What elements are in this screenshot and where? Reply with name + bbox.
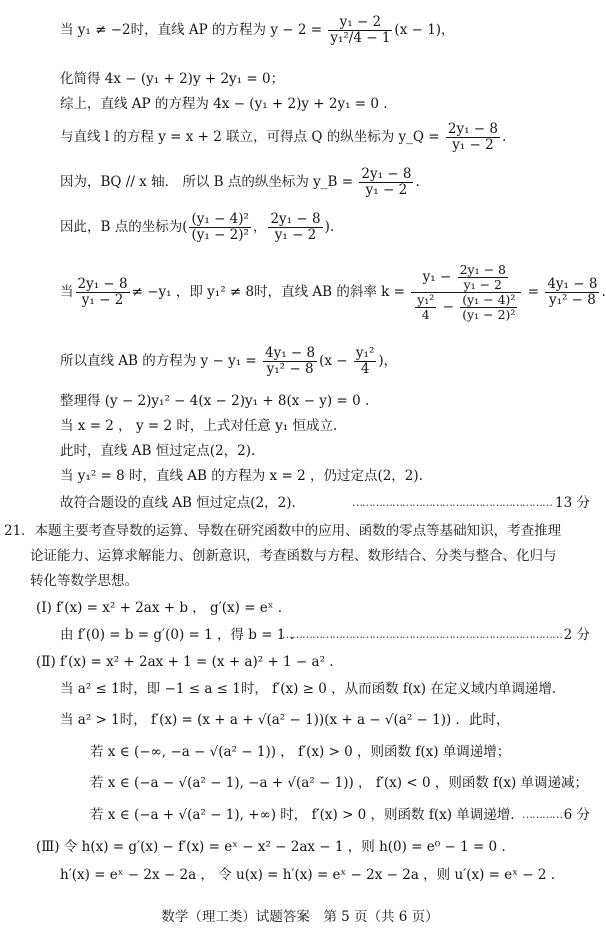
line-8 [60,343,397,379]
denominator: y₁ − 2 [365,182,408,198]
line-21: 当 a² > 1时， f′(x) = (x + a + √(a² − 1))(x + a − √(a² − 1)) ．此时， [60,712,510,728]
fraction [415,293,436,322]
denominator: y₁ − 2 [452,137,494,153]
line-26: h′(x) = eˣ − 2x − 2a ， 令 u(x) = h′(x) = eˣ − 2x − 2a ，则 u′(x) = eˣ − 2 . [60,867,556,883]
denominator: (y₁ − 2)² [462,307,516,322]
text: ). [324,219,335,235]
numerator: y₁² [417,292,435,307]
line-10: 当 x = 2 ， y = 2 时，上式对任意 y₁ 恒成立. [60,418,338,434]
text: 当 y₁ ≠ −2时，直线 AP 的方程为 y − 2 = [60,22,327,38]
line-6 [60,210,334,244]
fraction [76,277,130,308]
leader-dots: ………… [522,808,562,821]
numerator: 2y₁ − 8 [361,166,412,182]
text: )， [378,353,398,369]
line-22: 若 x ∈ (−∞, −a − √(a² − 1)) ， f′(x) > 0 ，则函数 f(x) 单调递增； [90,744,511,760]
denominator: y₁ − 2 [81,292,124,308]
numerator: (y₁ − 4)² [191,211,249,227]
numerator: (y₁ − 4)² [462,292,516,307]
numerator: 2y₁ − 8 [447,121,499,137]
numerator: 4y₁ − 8 [547,276,598,292]
line-12: 当 y₁² = 8 时，直线 AB 的方程为 x = 2 ，仍过定点(2，2). [60,468,423,484]
leader-dots: …………………………………………………… [352,496,552,509]
text: 故符合题设的直线 AB 恒过定点(2，2). [60,495,296,511]
denominator: y₁²/4 − 1 [330,30,391,46]
line-4 [60,120,506,154]
line-18 [60,626,590,644]
fraction [354,346,376,377]
compound-fraction [411,263,521,322]
text: 因为，BQ // x 轴． 所以 B 点的纵坐标为 y_B = [60,174,358,190]
line-25: (Ⅲ) 令 h(x) = g′(x) − f′(x) = eˣ − x² − 2ax − 1 ，则 h(0) = e⁰ − 1 = 0 . [36,839,506,855]
numerator: 2y₁ − 8 [270,211,321,227]
line-3: 综上，直线 AP 的方程为 4x − (y₁ + 2)y + 2y₁ = 0 . [60,96,388,112]
page-footer: 数学（理工类）试题答案 第 5 页（共 6 页） [161,909,439,925]
line-24 [90,806,590,824]
text: . [502,129,507,145]
fraction [328,15,392,46]
text: ≠ −y₁ ，即 y₁² ≠ 8时，直线 AB 的斜率 k = [131,284,410,300]
compound-denominator [411,293,521,322]
score: 6 分 [563,807,590,823]
compound-numerator [411,263,521,293]
line-19: (Ⅱ) f′(x) = x² + 2ax + 1 = (x + a)² + 1 − a² . [36,654,334,670]
text: 与直线 l 的方程 y = x + 2 联立，可得点 Q 的纵坐标为 y_Q = [60,129,444,145]
numerator: 4y₁ − 8 [265,345,316,361]
numerator: 2y₁ − 8 [459,262,506,277]
line-9: 整理得 (y − 2)y₁² − 4(x − 2)y₁ + 8(x − y) = 0 . [60,393,370,409]
numerator: y₁² [355,345,375,361]
fraction [460,293,517,322]
line-23: 若 x ∈ (−a − √(a² − 1), −a + √(a² − 1)) ， f′(x) < 0 ，则函数 f(x) 单调递减； [90,775,589,791]
text: (x − [319,353,352,369]
text: y₁ − [422,269,456,285]
score: 13 分 [555,495,590,511]
line-1 [60,10,455,50]
text: = [523,284,544,300]
text: 若 x ∈ (−a + √(a² − 1), +∞) 时， f′(x) > 0 ，则函数 f(x) 单调递增. [90,807,515,823]
numerator: y₁ − 2 [328,15,392,31]
fraction [359,167,413,198]
text: 由 f′(0) = b = g′(0) = 1 ，得 b = 1 . [60,627,295,643]
denominator: 4 [421,307,430,322]
numerator: 2y₁ − 8 [77,276,128,292]
line-13 [60,494,590,512]
line-2: 化简得 4x − (y₁ + 2)y + 2y₁ = 0； [60,71,285,87]
line-17: (Ⅰ) f′(x) = x² + 2ax + b ， g′(x) = eˣ . [36,600,283,616]
text: ， [252,219,267,235]
line-20: 当 a² ≤ 1时，即 −1 ≤ a ≤ 1时， f′(x) ≥ 0 ，从而函数 f(x) 在定义域内单调递增. [60,681,557,697]
line-5 [60,165,420,199]
fraction [458,263,508,292]
fraction [446,122,500,153]
denominator: 4 [360,361,370,377]
text: − [438,299,459,315]
denominator: y₁² − 8 [266,361,314,377]
denominator: y₁ − 2 [274,227,317,243]
denominator: (y₁ − 2)² [191,227,249,243]
line-16: 转化等数学思想。 [30,573,138,589]
line-11: 此时，直线 AB 恒过定点(2，2). [60,443,256,459]
leader-dots: ………………………………………………………………………… [282,628,562,641]
text: 所以直线 AB 的方程为 y − y₁ = [60,353,261,369]
line-14: 21．本题主要考查导数的运算、导数在研究函数中的应用、函数的零点等基础知识，考查推理 [4,523,562,539]
text: 因此，B 点的坐标为( [60,219,188,235]
fraction [189,212,250,243]
line-15: 论证能力、运算求解能力、创新意识，考查函数与方程、数形结合、分类与整合、化归与 [30,548,557,564]
fraction [545,277,599,308]
denominator: y₁² − 8 [548,292,596,308]
text: . [415,174,420,190]
line-7 [60,260,606,324]
denominator: y₁ − 2 [463,277,503,292]
text: 当 [60,284,74,300]
fraction [263,346,317,377]
score: 2 分 [563,627,590,643]
text: . [601,284,606,300]
fraction [268,212,322,243]
text: (x − 1)， [394,22,455,38]
